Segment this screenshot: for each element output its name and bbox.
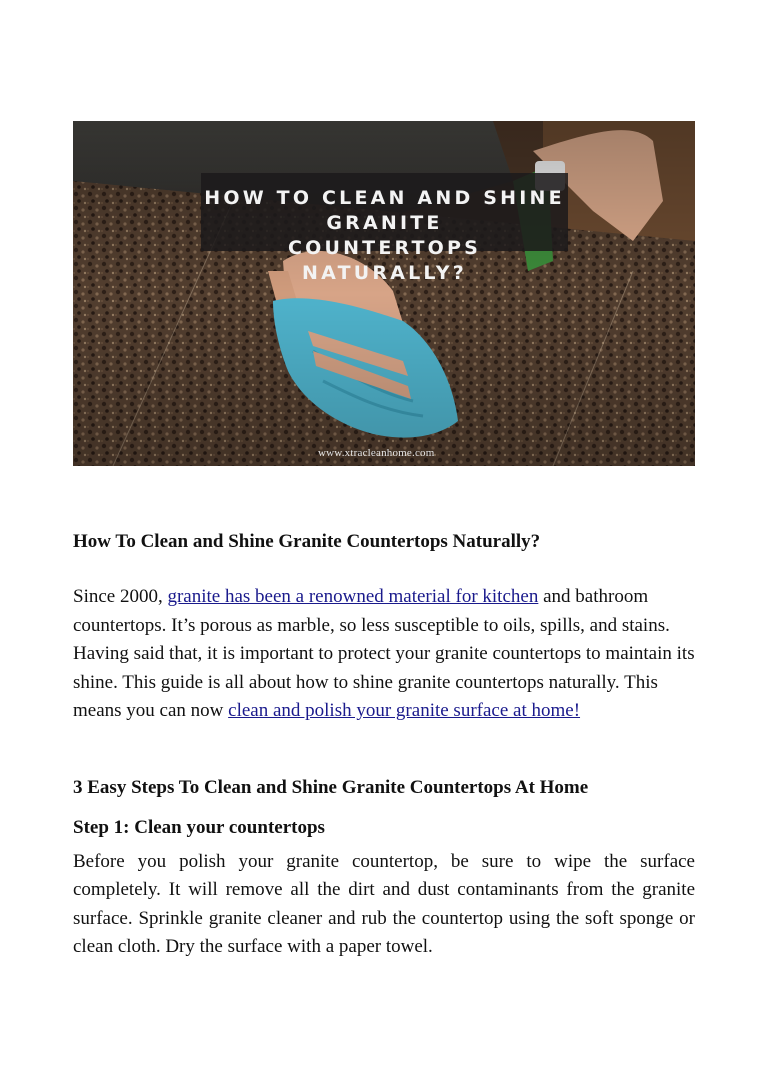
step1-heading: Step 1: Clean your countertops [73,817,325,838]
hero-banner-line-2: COUNTERTOPS NATURALLY? [287,237,482,284]
hero-image [73,121,695,466]
steps-heading: 3 Easy Steps To Clean and Shine Granite Countertops At Home [73,777,589,798]
intro-text-middle: and bathroom countertops. It’s porous as marble, so less susceptible to oils, spills, and stains. Having said that, it is important to protect your granite countertops to maintain its shine. This guide is all about how to shine granite countertops naturally. This means you can now [73,586,695,722]
intro-text-start: Since 2000, [73,586,168,607]
intro-paragraph [73,583,695,726]
granite-material-link[interactable]: granite has been a renowned material for kitchen [167,586,539,607]
article-title: How To Clean and Shine Granite Countertops Naturally? [73,531,541,552]
hero-title-banner [201,173,568,284]
hero-banner-line-1: HOW TO CLEAN AND SHINE GRANITE [204,187,565,234]
clean-polish-link[interactable]: clean and polish your granite surface at home! [228,700,581,722]
hero-watermark: www.xtracleanhome.com [318,447,435,459]
step1-paragraph: Before you polish your granite countertop, be sure to wipe the surface completely. It will remove all the dirt and dust contaminants from the granite surface. Sprinkle granite cleaner and rub the countertop using the soft sponge or clean cloth. Dry the surface with a paper towel. [73,851,695,958]
